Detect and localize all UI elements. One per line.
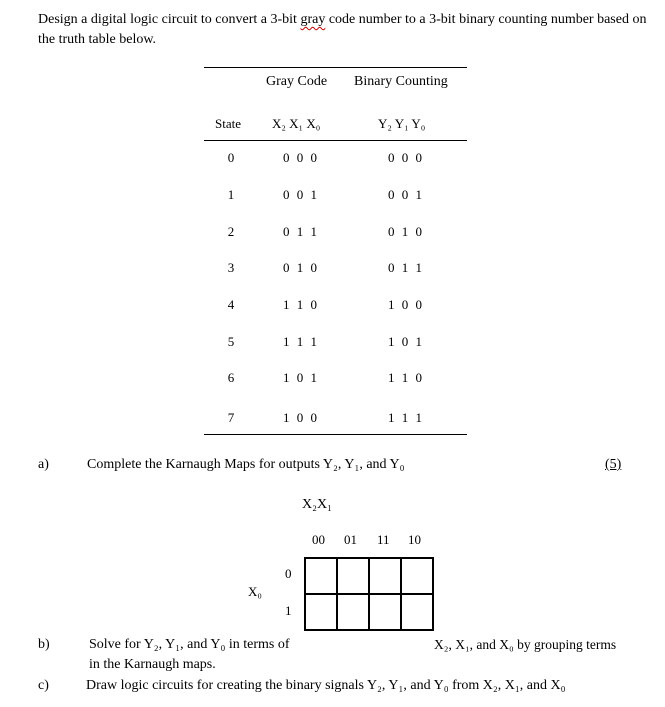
- binary-cell: 1 1 1: [388, 410, 424, 425]
- intro-before: Design a digital logic circuit to convert a 3-bit: [38, 12, 301, 27]
- binary-cell: 1 0 1: [388, 334, 424, 349]
- question-a-marks: (5): [605, 457, 622, 472]
- question-b-text-line2: in the Karnaugh maps.: [89, 657, 216, 672]
- binary-cell: 0 0 1: [388, 187, 424, 202]
- kmap-col-label: 10: [408, 532, 421, 547]
- table-bottom-rule: [204, 434, 467, 435]
- kmap-cell[interactable]: [337, 558, 369, 594]
- state-col-header: State: [215, 116, 241, 131]
- kmap-row-label: 0: [285, 566, 292, 581]
- gray-code-group-header: Gray Code: [266, 74, 328, 89]
- state-cell: 7: [227, 410, 237, 425]
- question-b-text-right: X₂, X₁, and X₀ by grouping terms: [434, 637, 617, 652]
- gray-cell: 1 1 0: [283, 297, 319, 312]
- question-c-text: Draw logic circuits for creating the binary signals Y₂, Y₁, and Y₀ from X₂, X₁, and X₀: [86, 678, 566, 693]
- problem-statement: [38, 10, 648, 50]
- kmap-row: [305, 594, 433, 630]
- gray-cell: 1 0 0: [283, 410, 319, 425]
- gray-cell: 1 1 1: [283, 334, 319, 349]
- question-b-text-left: Solve for Y₂, Y₁, and Y₀ in terms of: [89, 637, 290, 652]
- karnaugh-map-grid: [304, 557, 434, 631]
- kmap-cell[interactable]: [369, 558, 401, 594]
- kmap-cell[interactable]: [305, 558, 337, 594]
- question-b-label: b): [38, 637, 50, 652]
- gray-cell: 0 0 0: [283, 150, 319, 165]
- kmap-cell[interactable]: [337, 594, 369, 630]
- state-cell: 3: [227, 260, 237, 275]
- kmap-row: [305, 558, 433, 594]
- state-cell: 6: [227, 370, 237, 385]
- question-a-text: Complete the Karnaugh Maps for outputs Y₂, Y₁, and Y₀: [87, 457, 405, 472]
- question-a-label: a): [38, 457, 49, 472]
- binary-col-header: Y₂ Y₁ Y₀: [378, 116, 426, 131]
- kmap-col-label: 11: [377, 532, 390, 547]
- kmap-column-variable: X₂X₁: [302, 497, 332, 512]
- gray-col-header: X₂ X₁ X₀: [272, 116, 321, 131]
- kmap-cell[interactable]: [369, 594, 401, 630]
- kmap-cell[interactable]: [305, 594, 337, 630]
- kmap-row-label: 1: [285, 603, 292, 618]
- binary-cell: 0 1 1: [388, 260, 424, 275]
- kmap-cell[interactable]: [401, 558, 433, 594]
- kmap-col-label: 00: [312, 532, 325, 547]
- table-top-rule: [204, 67, 467, 68]
- gray-cell: 1 0 1: [283, 370, 319, 385]
- intro-misspelled-word: gray: [300, 12, 326, 27]
- kmap-cell[interactable]: [401, 594, 433, 630]
- binary-cell: 0 1 0: [388, 224, 424, 239]
- kmap-col-label: 01: [344, 532, 357, 547]
- gray-cell: 0 1 1: [283, 224, 319, 239]
- intro-after: code number to a 3-bit binary counting number based on the truth table below.: [38, 12, 647, 47]
- kmap-row-variable: X₀: [248, 584, 262, 599]
- table-header-rule: [204, 140, 467, 141]
- binary-counting-group-header: Binary Counting: [354, 74, 448, 89]
- state-cell: 1: [227, 187, 237, 202]
- binary-cell: 1 0 0: [388, 297, 424, 312]
- question-c-label: c): [38, 678, 49, 693]
- binary-cell: 0 0 0: [388, 150, 424, 165]
- state-cell: 5: [227, 334, 237, 349]
- gray-cell: 0 0 1: [283, 187, 319, 202]
- binary-cell: 1 1 0: [388, 370, 424, 385]
- state-cell: 0: [227, 150, 237, 165]
- gray-cell: 0 1 0: [283, 260, 319, 275]
- state-cell: 4: [227, 297, 237, 312]
- state-cell: 2: [227, 224, 237, 239]
